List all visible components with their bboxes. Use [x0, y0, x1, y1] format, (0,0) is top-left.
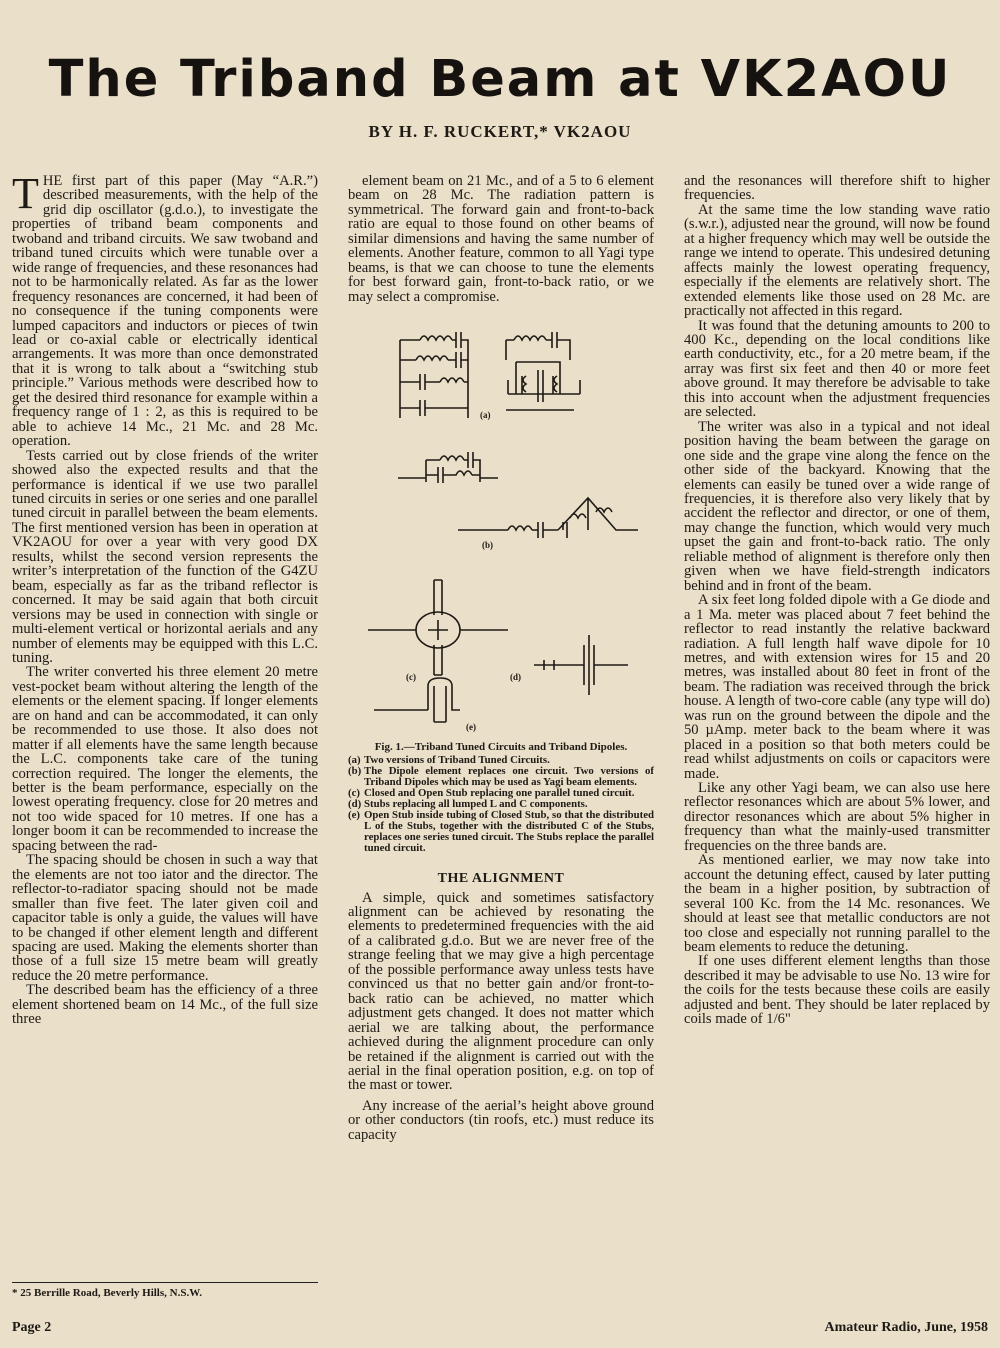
article-title: The Triband Beam at VK2AOU — [48, 50, 952, 109]
journal-issue: Amateur Radio, June, 1958 — [824, 1320, 988, 1335]
paragraph: It was found that the detuning amounts to 200 to 400 Kc., depending on the local conditions like earth conductivity, etc., for a 20 metre beam, if the array was first six feet and then 40 or more feet above ground. It may therefore be advisable to take this into account when the adjustment frequencies are selected. — [684, 317, 990, 421]
circuit-a-left — [400, 332, 468, 418]
fig-label-d: (d) — [510, 672, 521, 683]
circuit-b — [398, 452, 638, 538]
paragraph: Any increase of the aerial’s height above ground or other conductors (tin roofs, etc.) must reduce its capacity — [348, 1097, 654, 1143]
legend-item: (e) Open Stub inside tubing of Closed Stub, so that the distributed L of the Stubs, together with the distributed C of the Stubs, replaces one series tuned circuit. The Stubs replace the parallel tuned circuit. — [348, 809, 654, 855]
paragraph: As mentioned earlier, we may now take into account the detuning effect, caused by later putting the beam in a higher position, by subtraction of several 100 Kc. from the 14 Mc. resonances. We should at least see that metallic conductors are not too close and especially not running parallel to the beam elements to reduce the detuning. — [684, 852, 990, 956]
paragraph: and the resonances will therefore shift to higher frequencies. — [684, 173, 990, 204]
article-byline: BY H. F. RUCKERT,* VK2AOU — [368, 122, 632, 141]
circuit-d — [534, 635, 628, 695]
paragraph: Like any other Yagi beam, we can also use here reflector resonances which are about 5% lower, and director resonances which are about 5% higher in frequency than what the mainly-used transmitter frequencies on the three bands are. — [684, 780, 990, 854]
paragraph: The spacing should be chosen in such a way that the elements are not too iator and the director. The reflector-to-radiator spacing should not be made smaller than five feet. The later given coil and capacitor table is only a guide, the values will have to be changed if other element length and different spacing are used. Making the elements shorter than those of a full size 15 metre beam will greatly reduce the 20 metre performance. — [12, 852, 318, 984]
legend-item: (c) Closed and Open Stub replacing one parallel tuned circuit. — [348, 787, 635, 800]
paragraph: element beam on 21 Mc., and of a 5 to 6 element beam on 28 Mc. The radiation pattern is symmetrical. The forward gain and front-to-back ratio are equal to those found on other beams of similar dimensions and having the same number of elements. Another feature, common to all Yagi type beams, is that we can choose to tune the elements for best forward gain, front-to-back ratio, or we may select a compromise. — [348, 173, 654, 305]
text-column-3 — [684, 174, 990, 1027]
author-footnote: * 25 Berrille Road, Beverly Hills, N.S.W. — [12, 1282, 318, 1299]
paragraph: Tests carried out by close friends of the writer showed also the expected results and that the performance is identical if we use two parallel tuned circuits in series or one series and one parallel tuned circuit in parallel between the beam elements. The first mentioned version has been in operation at VK2AOU for over a year with very good DX results, whilst the second version represents the writer’s interpretation of the function of the G4ZU beam, especially as far as the triband reflector is concerned. It may be said again that both circuit versions may be used in connection with single or multi-element vertical or horizontal aerials and any number of elements may be equipped with this L.C. tuning. — [12, 447, 318, 666]
paragraph: The described beam has the efficiency of a three element shortened beam on 14 Mc., of the full size three — [12, 982, 318, 1028]
figure-legend — [348, 755, 654, 854]
paragraph: A six feet long folded dipole with a Ge diode and a 1 Ma. meter was placed about 7 feet behind the reflector to read instantly the relative backward radiation. A full length half wave dipole for 10 metres, and with extension wires for 15 and 20 metres, was installed about 80 feet in front of the beam. The radiation was received through the brick house. A length of two-core cable (any type will do) was run on the ground between the dipole and the 50 µAmp. meter back to the beam where it was placed in a position so that both meters could be read whilst adjustments on coils or capacitors were made. — [684, 592, 990, 782]
paragraph: If one uses different element lengths than those described it may be advisable to use No. 13 wire for the coils for the tests because these coils are easily adjusted and bent. They should be later replaced by coils made of 1/6" — [684, 953, 990, 1028]
fig-label-b: (b) — [482, 540, 493, 551]
paragraph: A simple, quick and sometimes satisfactory alignment can be achieved by resonating the elements to predetermined frequencies with the aid of a calibrated g.d.o. But we are never free of the strange feeling that we may give a high percentage of the possible performance away unless tests have convinced us that no better gain and/or front-to-back ratio can be achieved, no matter which adjustment gets changed. It does not matter which aerial we are talking about, the performance achieved during the alignment procedure can only be retained if the alignment is carried out with the aerial in the final operation position, e.g. on top of the mast or tower. — [348, 889, 654, 1094]
circuit-e — [374, 678, 460, 722]
text-column-1 — [12, 169, 318, 1028]
page-number: Page 2 — [12, 1320, 52, 1335]
fig-label-a: (a) — [480, 410, 491, 421]
figure-1 — [348, 310, 654, 735]
legend-item: (b) The Dipole element replaces one circuit. Two versions of Triband Dipoles which may be used as Yagi beam elements. — [348, 765, 654, 789]
circuit-a-right — [506, 332, 580, 410]
text-column-2 — [348, 174, 654, 1142]
paragraph: The writer converted his three element 20 metre vest-pocket beam without altering the length of the elements or the element spacing. If longer elements are on hand and can be accommodated, it can only be recommended to use those. It also does not matter if all elements have the same length because the L.C. components take care of the tuning correction required. The longer the elements, the better is the beam performance, especially on the lowest operating frequency. close for 20 metres and not too wide spaced for 10 metres. If one has a longer boom it can be recommended to increase the spacing between the rad- — [12, 664, 318, 854]
section-heading: THE ALIGNMENT — [437, 871, 565, 887]
circuit-diagram — [348, 310, 654, 735]
paragraph: At the same time the low standing wave ratio (s.w.r.), adjusted near the ground, will now be found at a higher frequency which may well be outside the range we intend to operate. This undesired detuning affects mainly the lowest operating frequency, especially if the elements are relatively short. The extended elements like those used on 28 Mc. are practically not affected in this regard. — [684, 201, 990, 320]
legend-item: (a) Two versions of Triband Tuned Circuits. — [348, 754, 550, 767]
paragraph: The writer was also in a typical and not ideal position having the beam between the garage on one side and the grape vine along the fence on the other side of the backyard. Knowing that the elements can easily be tuned over a wide range of frequencies, it is therefore also very likely that by accident the reflector and director, or one of them, may change the function, which would very much upset the gain and front-to-back ratio. The only reliable method of alignment is therefore only then given when we have field-strength indicators behind and in front of the beam. — [684, 418, 990, 594]
fig-label-e: (e) — [466, 722, 476, 733]
fig-label-c: (c) — [406, 672, 416, 683]
drop-cap: T — [12, 169, 39, 218]
legend-item: (d) Stubs replacing all lumped L and C components. — [348, 798, 588, 811]
paragraph: THE first part of this paper (May “A.R.”) described measurements, with the help of the grid dip oscillator (g.d.o.), to investigate the properties of triband beam components and twoband and triband circuits. We saw twoband and triband tuned circuits which were tunable over a wide range of frequencies, and these resonances had not to be harmonically related. As far as the lower frequency resonances are concerned, it had been of no consequence if the tuning components were lumped capacitors and inductors or pieces of twin lead or co-axial cable or electrically identical arrangements. It was more than once demonstrated that it is wrong to talk about a “switching stub principle.” Various methods were described how to get the desired third resonance for example within a frequency range of 1 : 2, as this is required to be able to achieve 14 Mc., 21 Mc. and 28 Mc. operation. — [12, 169, 318, 450]
figure-caption: Fig. 1.—Triband Tuned Circuits and Triband Dipoles. — [374, 741, 628, 754]
circuit-c — [368, 580, 508, 675]
